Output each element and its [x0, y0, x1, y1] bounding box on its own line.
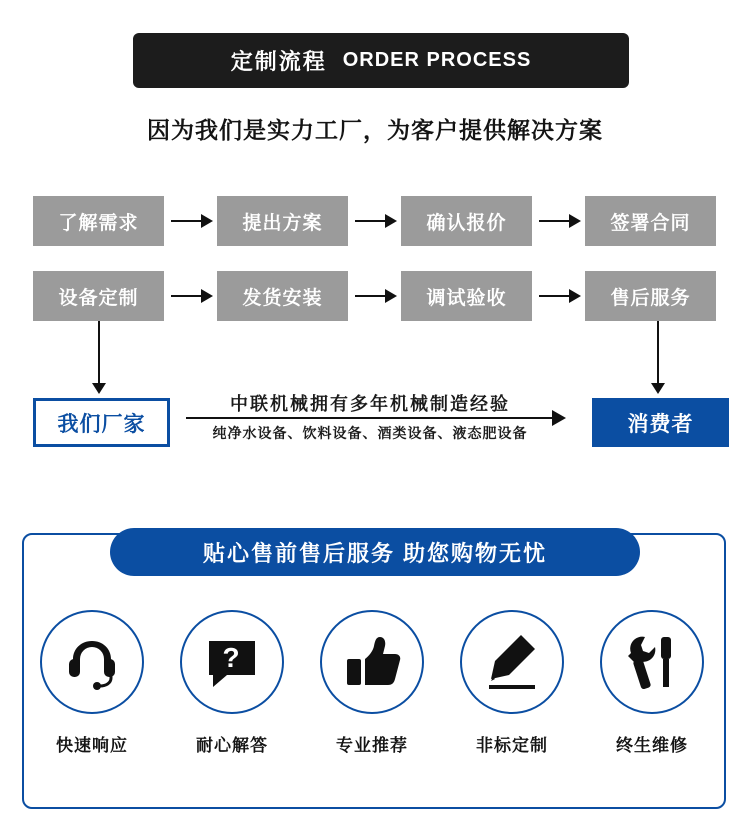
step-box: 调试验收: [401, 271, 532, 321]
service-item-lifetime-repair: [590, 610, 715, 756]
service-item-fast-response: [30, 610, 155, 756]
service-item-label: 非标定制: [476, 736, 548, 755]
arrow-right-long-icon: [186, 417, 554, 419]
step-box: 发货安装: [217, 271, 348, 321]
service-item-label: 专业推荐: [336, 736, 408, 755]
connector-line-left: [98, 321, 100, 384]
header-title-cn: 定制流程: [230, 49, 327, 74]
chain-experience-text: 中联机械拥有多年机械制造经验: [230, 394, 510, 414]
service-item-patient-answer: [170, 610, 295, 756]
question-bubble-icon: [180, 610, 284, 714]
chain-products-text: 纯净水设备、饮料设备、酒类设备、液态肥设备: [212, 425, 528, 441]
consumer-box: 消费者: [592, 398, 729, 447]
headset-icon: [40, 610, 144, 714]
arrow-right-icon: [164, 220, 217, 222]
arrow-right-icon: [348, 295, 401, 297]
arrow-down-icon-left: [92, 383, 106, 394]
process-flow-row-2: [33, 271, 717, 321]
chain-middle: [180, 390, 580, 460]
step-box: 签署合同: [585, 196, 716, 246]
pencil-icon: [460, 610, 564, 714]
process-flow-row-1: [33, 196, 717, 246]
header-title-en: ORDER PROCESS: [342, 49, 532, 71]
service-item-custom-design: [450, 610, 575, 756]
connector-line-right: [657, 321, 659, 384]
header-banner: [133, 33, 629, 88]
service-item-label: 耐心解答: [196, 736, 268, 755]
factory-box: 我们厂家: [33, 398, 170, 447]
step-box: 提出方案: [217, 196, 348, 246]
arrow-down-icon-right: [651, 383, 665, 394]
thumbs-up-icon: [320, 610, 424, 714]
service-item-professional-recommend: [310, 610, 435, 756]
step-box: 确认报价: [401, 196, 532, 246]
service-item-label: 终生维修: [616, 736, 688, 755]
subtitle-text: 因为我们是实力工厂，为客户提供解决方案: [147, 117, 603, 143]
step-box: 设备定制: [33, 271, 164, 321]
service-item-label: 快速响应: [56, 736, 128, 755]
arrow-right-icon: [348, 220, 401, 222]
arrow-right-icon: [532, 220, 585, 222]
service-banner: 贴心售前售后服务 助您购物无忧: [110, 528, 640, 576]
svg-text:?: ?: [222, 642, 240, 673]
step-box: 了解需求: [33, 196, 164, 246]
step-box: 售后服务: [585, 271, 716, 321]
process-flow: [33, 196, 717, 346]
arrow-right-icon: [164, 295, 217, 297]
wrench-screwdriver-icon: [600, 610, 704, 714]
arrow-right-icon: [532, 295, 585, 297]
service-item-list: [22, 610, 722, 756]
